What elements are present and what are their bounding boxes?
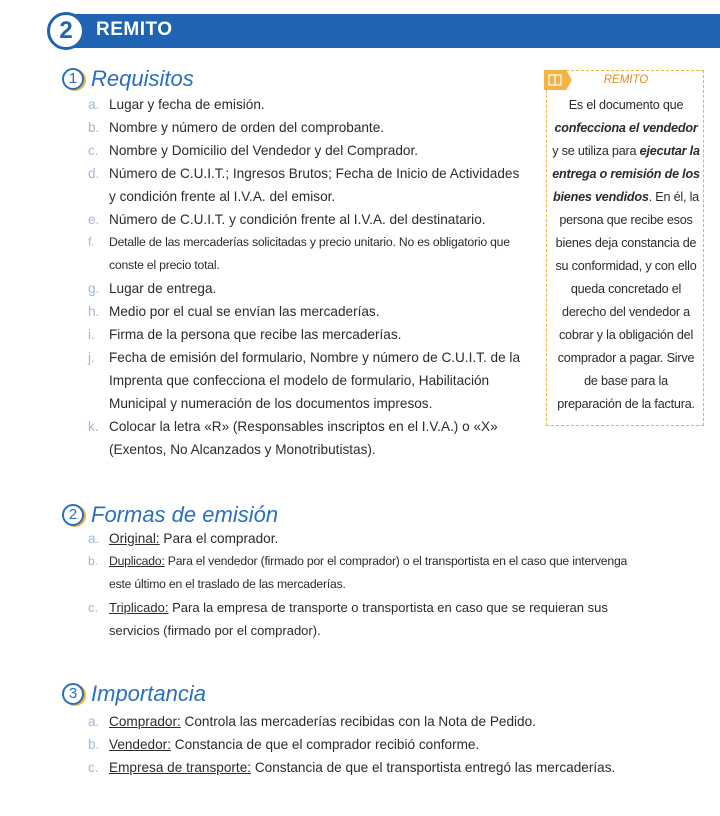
chapter-number: 2	[47, 12, 85, 50]
section-number: 1	[62, 68, 84, 90]
list-item: a. Lugar y fecha de emisión.	[88, 97, 265, 112]
list-item: f. Detalle de las mercaderías solicitadas y precio unitario. No es obligatorio que conste el precio total.	[88, 235, 510, 272]
section-importancia-heading	[62, 681, 206, 707]
list-item: h. Medio por el cual se envían las mercaderías.	[88, 304, 380, 319]
section-formas-heading	[62, 502, 278, 528]
book-icon	[544, 70, 574, 90]
list-item: c. Triplicado: Para la empresa de transporte o transportista en caso que se requieran sus servicios (firmado por el comprador).	[88, 600, 608, 638]
section-title: Formas de emisión	[91, 502, 279, 527]
list-item: a. Comprador: Controla las mercaderías recibidas con la Nota de Pedido.	[88, 714, 536, 729]
list-item: g. Lugar de entrega.	[88, 281, 217, 296]
importancia-list	[88, 710, 688, 779]
section-title: Importancia	[91, 681, 206, 706]
chapter-title: REMITO	[96, 19, 173, 40]
list-item: k. Colocar la letra «R» (Responsables inscriptos en el I.V.A.) o «X» (Exentos, No Alcanzados y Monotributistas).	[88, 419, 498, 457]
section-requisitos-heading	[62, 66, 194, 92]
note-body: Es el documento que confecciona el vendedor y se utiliza para ejecutar la entrega o remisión de los bienes vendidos. En él, la persona que recibe esos bienes deja constancia de su conformidad, y con ello queda concretado el derecho del vendedor a cobrar y la obligación del comprador a pagar. Sirve de base para la preparación de la factura.	[552, 98, 700, 411]
list-item: c. Nombre y Domicilio del Vendedor y del Comprador.	[88, 143, 419, 158]
list-item: b. Nombre y número de orden del comprobante.	[88, 120, 385, 135]
note-label: REMITO	[603, 74, 649, 86]
section-title: Requisitos	[91, 66, 194, 91]
section-number: 3	[62, 683, 84, 705]
list-item: c. Empresa de transporte: Constancia de que el transportista entregó las mercaderías.	[88, 760, 616, 775]
requisitos-list	[88, 93, 528, 461]
list-item: d. Número de C.U.I.T.; Ingresos Brutos; Fecha de Inicio de Actividades y condición frente al I.V.A. del emisor.	[88, 166, 520, 204]
list-item: j. Fecha de emisión del formulario, Nombre y número de C.U.I.T. de la Imprenta que confecciona el modelo de formulario, Habilitación Municipal y numeración de los documentos impresos.	[88, 350, 521, 411]
list-item: a. Original: Para el comprador.	[88, 531, 279, 546]
list-item: i. Firma de la persona que recibe las mercaderías.	[88, 327, 402, 342]
list-item: b. Vendedor: Constancia de que el comprador recibió conforme.	[88, 737, 480, 752]
formas-list	[88, 527, 648, 642]
section-number: 2	[62, 504, 84, 526]
list-item: b. Duplicado: Para el vendedor (firmado por el comprador) o el transportista en el caso que intervenga este último en el traslado de las mercaderías.	[88, 554, 628, 591]
list-item: e. Número de C.U.I.T. y condición frente al I.V.A. del destinatario.	[88, 212, 486, 227]
